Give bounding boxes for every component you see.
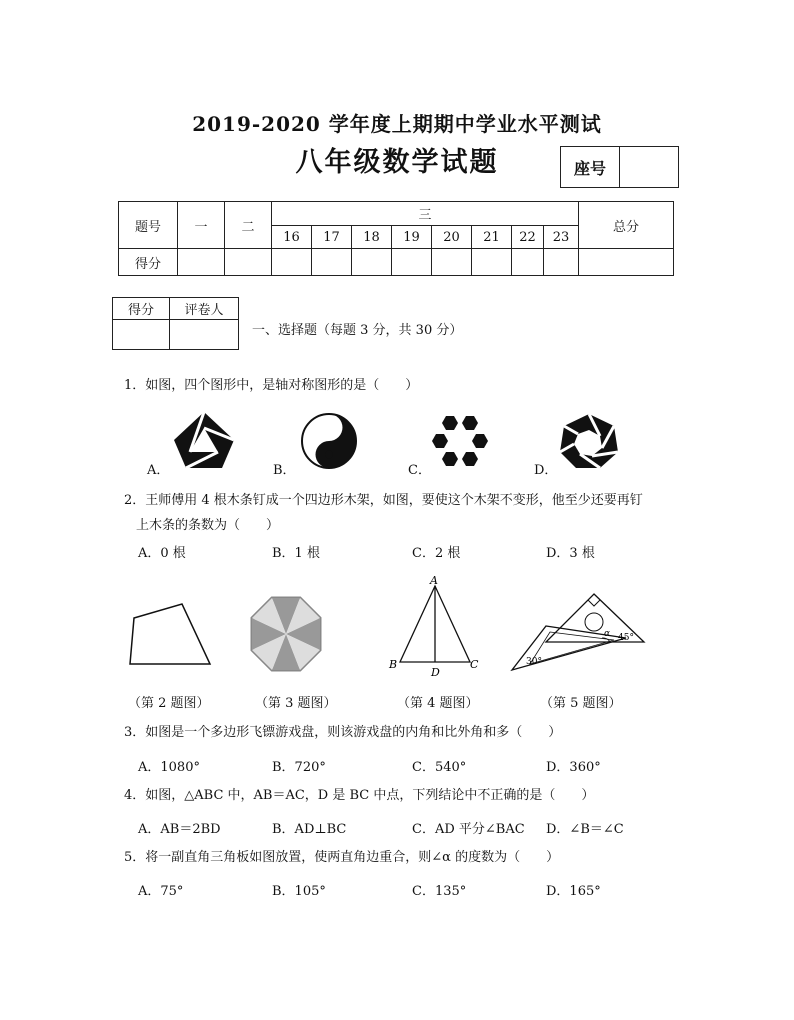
grader-score-cell[interactable] <box>113 320 170 350</box>
section-two-header: 二 <box>225 202 272 249</box>
q3-option-a[interactable]: A．1080° <box>138 760 200 775</box>
q4-option-c[interactable]: C．AD 平分∠BAC <box>412 822 525 837</box>
score-cell[interactable] <box>312 249 352 276</box>
q5-option-d[interactable]: D．165° <box>546 884 601 899</box>
fig3-caption: （第 3 题图） <box>255 696 337 711</box>
q4-text: 4．如图，△ABC 中，AB＝AC，D 是 BC 中点，下列结论中不正确的是（ ） <box>124 788 595 803</box>
q5-text: 5．将一副直角三角板如图放置，使两直角边重合，则∠α 的度数为（ ） <box>124 850 560 865</box>
fig5-alpha-label: α <box>604 629 611 639</box>
qnum-23: 23 <box>544 226 579 249</box>
q1-figure-d-aperture <box>558 412 620 470</box>
q2-option-d[interactable]: D．3 根 <box>546 546 595 561</box>
seat-label: 座号 <box>561 147 620 188</box>
section-three-header: 三 <box>272 202 579 226</box>
q3-option-b[interactable]: B．720° <box>272 760 326 775</box>
total-header: 总分 <box>579 202 674 249</box>
q1-figure-b-yinyang-icon <box>300 412 358 470</box>
q3-option-c[interactable]: C．540° <box>412 760 467 775</box>
q3-option-d[interactable]: D．360° <box>546 760 601 775</box>
q5-option-c[interactable]: C．135° <box>412 884 467 899</box>
score-cell[interactable] <box>352 249 392 276</box>
q2-text-line2: 上木条的条数为（ ） <box>136 518 280 533</box>
section-one-header: 一 <box>178 202 225 249</box>
exam-title: 2019-2020 学年度上期期中学业水平测试 <box>192 112 602 136</box>
fig5-45-label: 45° <box>618 633 634 643</box>
score-row-label: 得分 <box>119 249 178 276</box>
score-cell[interactable] <box>225 249 272 276</box>
qnum-16: 16 <box>272 226 312 249</box>
fig4-label-c: C <box>470 658 479 671</box>
question-number-label: 题号 <box>119 202 178 249</box>
q4-option-d[interactable]: D．∠B＝∠C <box>546 822 624 837</box>
fig4-label-a: A <box>430 574 438 587</box>
score-table <box>118 201 674 276</box>
fig5-caption: （第 5 题图） <box>540 696 622 711</box>
fig5-30-label: 30° <box>526 657 542 667</box>
fig2-quadrilateral <box>124 600 214 668</box>
grader-box <box>112 297 239 350</box>
q1-figure-a <box>172 410 236 470</box>
qnum-22: 22 <box>512 226 544 249</box>
q2-option-a[interactable]: A．0 根 <box>138 546 186 561</box>
score-cell[interactable] <box>392 249 432 276</box>
qnum-18: 18 <box>352 226 392 249</box>
score-cell[interactable] <box>272 249 312 276</box>
fig2-caption: （第 2 题图） <box>128 696 210 711</box>
grader-score-label: 得分 <box>113 298 170 320</box>
score-cell[interactable] <box>432 249 472 276</box>
qnum-20: 20 <box>432 226 472 249</box>
q1-option-b[interactable]: B． <box>273 463 296 478</box>
q1-option-a[interactable]: A． <box>147 463 170 478</box>
grader-name-cell[interactable] <box>170 320 239 350</box>
seat-value-cell[interactable] <box>620 147 679 188</box>
qnum-19: 19 <box>392 226 432 249</box>
q1-text: 1．如图，四个图形中，是轴对称图形的是（ ） <box>124 378 419 393</box>
qnum-17: 17 <box>312 226 352 249</box>
score-cell[interactable] <box>579 249 674 276</box>
q2-option-c[interactable]: C．2 根 <box>412 546 461 561</box>
q1-figure-c-hexagons <box>430 414 490 470</box>
score-cell[interactable] <box>512 249 544 276</box>
q4-option-b[interactable]: B．AD⊥BC <box>272 822 347 837</box>
fig3-octagon-dartboard <box>250 596 322 672</box>
q3-text: 3．如图是一个多边形飞镖游戏盘，则该游戏盘的内角和比外角和多（ ） <box>124 725 562 740</box>
grader-label: 评卷人 <box>170 298 239 320</box>
fig5-set-squares <box>506 590 650 674</box>
q1-option-c[interactable]: C． <box>408 463 431 478</box>
fig4-caption: （第 4 题图） <box>397 696 479 711</box>
score-cell[interactable] <box>178 249 225 276</box>
q2-text-line1: 2．王师傅用 4 根木条钉成一个四边形木架，如图，要使这个木架不变形，他至少还要再钉 <box>124 493 643 508</box>
q4-option-a[interactable]: A．AB＝2BD <box>138 822 221 837</box>
q1-option-d[interactable]: D． <box>534 463 558 478</box>
section1-title: 一、选择题（每题 3 分，共 30 分） <box>252 323 463 338</box>
q5-option-a[interactable]: A．75° <box>138 884 184 899</box>
score-cell[interactable] <box>544 249 579 276</box>
fig4-label-d: D <box>431 666 440 679</box>
qnum-21: 21 <box>472 226 512 249</box>
score-cell[interactable] <box>472 249 512 276</box>
fig4-isosceles-triangle <box>386 574 486 680</box>
fig4-label-b: B <box>389 658 398 671</box>
q5-option-b[interactable]: B．105° <box>272 884 326 899</box>
q2-option-b[interactable]: B．1 根 <box>272 546 320 561</box>
exam-subtitle: 八年级数学试题 <box>295 147 499 178</box>
seat-number-box <box>560 146 679 188</box>
